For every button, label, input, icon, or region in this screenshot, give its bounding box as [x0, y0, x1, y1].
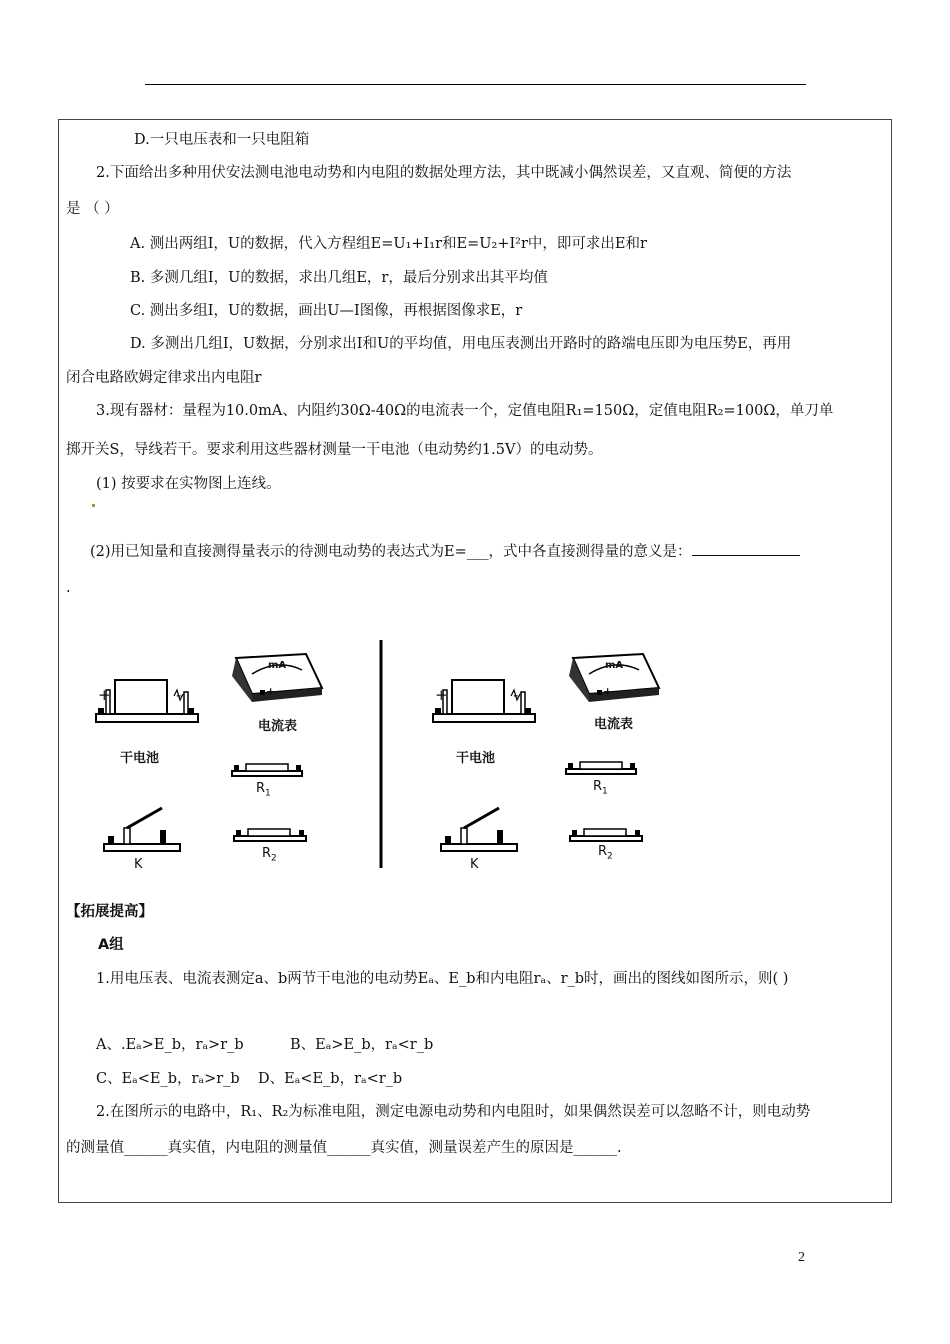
resistor-r1-left: [232, 764, 302, 776]
ext-q1-option-d: D、Eₐ<E_b，rₐ<r_b: [258, 1071, 403, 1087]
r2-sub-right: 2: [607, 851, 613, 862]
ext-q1: 1.用电压表、电流表测定a、b两节干电池的电动势Eₐ、E_b和内电阻rₐ、r_b时，画出的图线如图所示，则( ): [96, 971, 789, 987]
battery-minus-right: -: [513, 686, 519, 704]
q3-sub1: (1) 按要求在实物图上连线。: [96, 476, 281, 492]
ext-q1-option-c: C、Eₐ<E_b，rₐ>r_b: [96, 1071, 240, 1087]
r2-sub-left: 2: [271, 853, 277, 864]
r2-letter-right: R: [598, 844, 608, 859]
q3-line2: 掷开关S，导线若干。要求利用这些器材测量一干电池（电动势约1.5V）的电动势。: [66, 442, 603, 458]
page-number: 2: [798, 1250, 805, 1265]
r1-label-right: [593, 779, 608, 797]
battery-label-left: 干电池: [120, 751, 160, 766]
ammeter-label-left: 电流表: [258, 719, 298, 734]
q2-option-c: C. 测出多组I，U的数据，画出U—I图像，再根据图像求E，r: [130, 303, 523, 319]
r2-label-right: [598, 844, 613, 862]
r1-letter-left: R: [256, 781, 266, 796]
battery-plus-right: +: [435, 686, 448, 704]
switch-label-right: K: [470, 857, 479, 872]
resistor-r1-right: [566, 762, 636, 774]
q3-sub2: [90, 541, 800, 562]
resistor-r2-right: [570, 829, 642, 841]
r1-letter-right: R: [593, 779, 603, 794]
r2-letter-left: R: [262, 846, 272, 861]
battery-left: [96, 680, 198, 722]
battery-right: [433, 680, 535, 722]
ammeter-label-right: 电流表: [594, 717, 634, 732]
answer-blank[interactable]: [692, 541, 800, 556]
q2-option-d-line1: D. 多测出几组I，U数据，分别求出I和U的平均值，用电压表测出开路时的路端电压即为电压势E，再用: [130, 336, 792, 352]
group-a-heading: A组: [98, 937, 124, 953]
switch-left: [104, 808, 180, 851]
q2-option-b: B. 多测几组I，U的数据，求出几组E，r，最后分别求出其平均值: [130, 270, 548, 286]
prev-option-d: D.一只电压表和一只电阻箱: [134, 132, 310, 148]
battery-minus-left: -: [176, 686, 182, 704]
stray-dot: [92, 504, 95, 507]
r1-sub-right: 1: [602, 786, 608, 797]
r1-sub-left: 1: [265, 788, 271, 799]
ammeter-plus-right: +: [603, 685, 613, 698]
q2-line2: 是 （ ）: [66, 201, 119, 217]
ext-q1-option-a: A、.Eₐ>E_b，rₐ>r_b: [96, 1037, 244, 1053]
q2-option-d-line2: 闭合电路欧姆定律求出内电阻r: [66, 370, 262, 386]
resistor-r2-left: [234, 829, 306, 841]
q3-sub2-text: (2)用已知量和直接测得量表示的待测电动势的表达式为E=___，式中各直接测得量的意义是：: [90, 544, 692, 560]
battery-plus-left: +: [98, 686, 111, 704]
switch-label-left: K: [134, 857, 143, 872]
r2-label-left: [262, 846, 277, 864]
q3-line1: 3.现有器材：量程为10.0mA、内阻约30Ω-40Ω的电流表一个，定值电阻R₁=150Ω，定值电阻R₂=100Ω，单刀单: [96, 403, 834, 419]
q3-sub2-end: .: [66, 580, 71, 596]
ammeter-unit-left: mA: [268, 660, 287, 671]
q2-option-a: A. 测出两组I，U的数据，代入方程组E=U₁+I₁r和E=U₂+I²r中，即可求出E和r: [130, 236, 647, 252]
r1-label-left: [256, 781, 271, 799]
ammeter-plus-left: +: [266, 685, 276, 698]
header-rule: [145, 84, 806, 85]
battery-label-right: 干电池: [456, 751, 496, 766]
ext-q2-line1: 2.在图所示的电路中，R₁、R₂为标准电阻，测定电源电动势和内电阻时，如果偶然误差可以忽略不计，则电动势: [96, 1104, 811, 1120]
ext-q2-line2: 的测量值______真实值，内电阻的测量值______真实值，测量误差产生的原因是______.: [66, 1140, 622, 1156]
ext-q1-option-b: B、Eₐ>E_b，rₐ<r_b: [290, 1037, 434, 1053]
switch-right: [441, 808, 517, 851]
q2-line1: 2.下面给出多种用伏安法测电池电动势和内电阻的数据处理方法，其中既减小偶然误差，又直观、简便的方法: [96, 165, 792, 181]
extension-heading: 【拓展提高】: [66, 904, 153, 920]
ammeter-unit-right: mA: [605, 660, 624, 671]
